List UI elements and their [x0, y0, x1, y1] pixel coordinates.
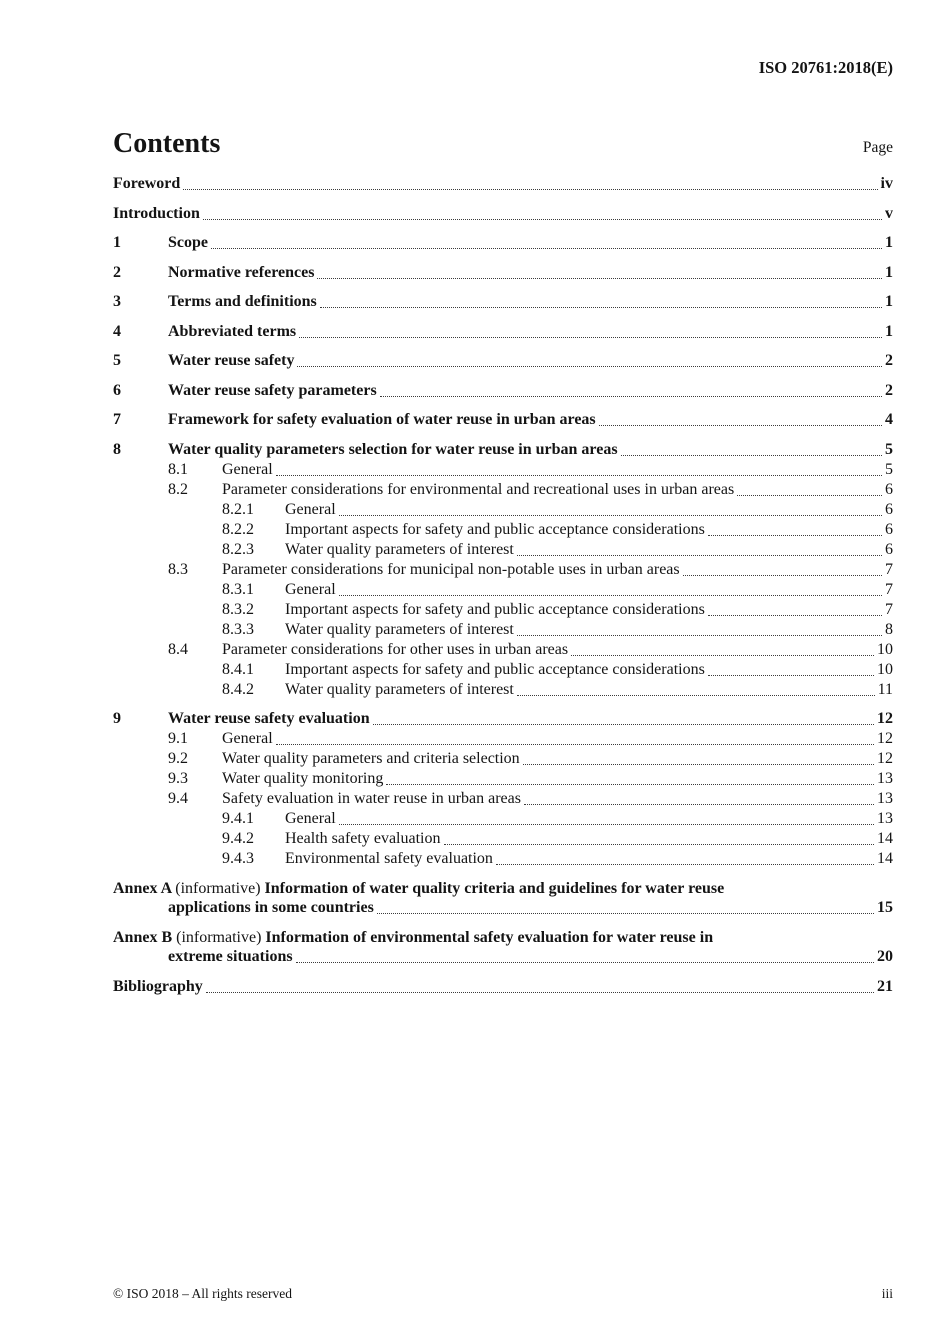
- toc-entry: [113, 233, 893, 253]
- toc-entry-number: 5: [113, 352, 121, 369]
- copyright-notice: © ISO 2018 – All rights reserved: [113, 1286, 292, 1301]
- toc-leader-dots: [296, 962, 874, 963]
- toc-entry-number: 8.3.2: [222, 600, 254, 618]
- toc-entry-label: Scope: [168, 234, 208, 251]
- toc-entry: [113, 849, 893, 869]
- toc-leader-dots: [517, 635, 882, 636]
- toc-entry-number: 2: [113, 263, 121, 281]
- toc-page-number: 7: [885, 580, 893, 598]
- toc-entry-label: Water quality parameters and criteria selection: [222, 750, 520, 767]
- toc-entry-label: General: [285, 810, 336, 827]
- toc-page-number: 8: [885, 620, 893, 638]
- toc-page-number: 12: [877, 710, 893, 727]
- toc-entry-label: Normative references: [168, 263, 315, 281]
- toc-entry: [113, 292, 893, 312]
- toc-leader-dots: [708, 615, 882, 616]
- toc-annex-line2: [113, 947, 893, 967]
- toc-entry-label: Terms and definitions: [168, 293, 317, 310]
- toc-entry: [113, 263, 893, 283]
- toc-entry-number: 7: [113, 411, 121, 428]
- toc-entry-number: 9.3: [168, 770, 188, 787]
- toc-entry: [113, 660, 893, 680]
- toc-page-number: 11: [877, 680, 893, 698]
- toc-entry-label: Water quality parameters selection for water reuse in urban areas: [168, 440, 618, 458]
- toc-leader-dots: [444, 844, 875, 845]
- toc-entry: [113, 520, 893, 540]
- toc-entry-number: 8.3.1: [222, 580, 254, 598]
- toc-leader-dots: [496, 864, 874, 865]
- toc-entry-number: 8.2: [168, 480, 188, 498]
- toc-entry-label: Water quality parameters of interest: [285, 540, 514, 558]
- toc-entry-label: Foreword: [113, 175, 181, 192]
- toc-page-number: 6: [885, 540, 893, 558]
- toc-entry-number: 9.1: [168, 730, 188, 747]
- toc-annex-kind: (informative): [175, 879, 261, 897]
- toc-entry-number: 8.3.3: [222, 620, 254, 638]
- toc-page-number: 6: [885, 500, 893, 518]
- toc-leader-dots: [183, 189, 877, 190]
- toc-page-number: 4: [885, 411, 893, 428]
- toc-entry: [113, 460, 893, 480]
- toc-annex-name: Annex B: [113, 928, 173, 946]
- toc-annex-title: Information of environmental safety evaluation for water reuse in: [265, 928, 714, 946]
- toc-entry-label: Framework for safety evaluation of water reuse in urban areas: [168, 411, 596, 428]
- toc-entry: [113, 640, 893, 660]
- toc-page-number: 13: [877, 810, 893, 827]
- toc-entry-number: 9: [113, 710, 121, 727]
- toc-entry-label: Safety evaluation in water reuse in urban areas: [222, 790, 521, 807]
- toc-entry-number: 8.4.1: [222, 660, 254, 678]
- toc-entry: [113, 789, 893, 809]
- toc-leader-dots: [621, 455, 882, 456]
- toc-entry-label: Important aspects for safety and public acceptance considerations: [285, 660, 705, 678]
- toc-leader-dots: [297, 366, 882, 367]
- toc-leader-dots: [211, 248, 882, 249]
- toc-entry: [113, 381, 893, 401]
- toc-page-number: 7: [885, 600, 893, 618]
- toc-entry-label: Important aspects for safety and public acceptance considerations: [285, 520, 705, 538]
- toc-entry-label: Parameter considerations for other uses in urban areas: [222, 640, 569, 658]
- page-footer: [113, 1286, 893, 1302]
- toc-entry-number: 4: [113, 322, 121, 340]
- toc-entry: [113, 580, 893, 600]
- folio-page-number: iii: [881, 1286, 893, 1301]
- toc-entry-number: 8.2.1: [222, 500, 254, 518]
- toc-leader-dots: [276, 475, 882, 476]
- toc-page-number: 13: [877, 790, 893, 807]
- toc-entry-label: Water quality parameters of interest: [285, 680, 514, 698]
- toc-entry-label: Environmental safety evaluation: [285, 850, 493, 867]
- toc-entry: [113, 620, 893, 640]
- toc-entry-label: Parameter considerations for municipal non-potable uses in urban areas: [222, 560, 680, 578]
- toc-entry: [113, 749, 893, 769]
- toc-entry-label: Introduction: [113, 204, 200, 222]
- toc-annex-line1: [113, 928, 893, 948]
- toc-entry-number: 9.4.1: [222, 810, 254, 827]
- toc-entry-label: Important aspects for safety and public acceptance considerations: [285, 600, 705, 618]
- toc-entry-label: Water quality parameters of interest: [285, 620, 514, 638]
- toc-entry: [113, 322, 893, 342]
- toc-annex-entry: [113, 928, 893, 967]
- toc-entry: [113, 351, 893, 371]
- toc-leader-dots: [517, 555, 882, 556]
- table-of-contents: [113, 174, 893, 996]
- toc-leader-dots: [373, 724, 874, 725]
- toc-entry-label: General: [285, 500, 336, 518]
- document-reference: ISO 20761:2018(E): [758, 58, 893, 77]
- toc-entry-number: 3: [113, 293, 121, 310]
- toc-leader-dots: [599, 425, 882, 426]
- toc-page-number: 12: [877, 730, 893, 747]
- toc-leader-dots: [523, 764, 874, 765]
- toc-leader-dots: [380, 396, 882, 397]
- toc-page-number: 1: [885, 293, 893, 310]
- toc-title-row: [113, 128, 893, 160]
- toc-annex-title: Information of water quality criteria and guidelines for water reuse: [264, 879, 725, 897]
- toc-entry: [113, 540, 893, 560]
- toc-leader-dots: [203, 219, 882, 220]
- toc-annex-line2: [113, 898, 893, 918]
- toc-entry-label: General: [222, 460, 273, 478]
- toc-page-number: 2: [885, 381, 893, 399]
- toc-page-number: 14: [877, 850, 893, 867]
- toc-annex-name: Annex A: [113, 879, 172, 897]
- toc-entry-label: Water reuse safety: [168, 352, 295, 369]
- toc-entry: [113, 600, 893, 620]
- toc-entry-label: Bibliography: [113, 977, 203, 995]
- toc-entry-number: 8.1: [168, 460, 188, 478]
- toc-page-number: 6: [885, 520, 893, 538]
- toc-annex-line1: [113, 879, 893, 899]
- toc-entry-number: 8.4.2: [222, 680, 254, 698]
- toc-leader-dots: [737, 495, 882, 496]
- toc-page-number: 20: [877, 948, 893, 965]
- toc-page-number: v: [885, 204, 893, 222]
- page-title: Contents: [113, 128, 221, 159]
- toc-page-number: 13: [877, 770, 893, 787]
- toc-entry-number: 8.2.3: [222, 540, 254, 558]
- toc-entry-number: 1: [113, 234, 121, 251]
- toc-entry: [113, 560, 893, 580]
- toc-page-number: 15: [877, 899, 893, 916]
- toc-leader-dots: [339, 515, 882, 516]
- toc-page-number: 12: [877, 750, 893, 767]
- toc-page-number: 1: [885, 234, 893, 251]
- toc-leader-dots: [571, 655, 874, 656]
- toc-entry-number: 8.4: [168, 640, 188, 658]
- toc-entry: [113, 769, 893, 789]
- toc-leader-dots: [517, 695, 875, 696]
- toc-entry: [113, 174, 893, 194]
- toc-entry-number: 9.4.2: [222, 830, 254, 847]
- toc-leader-dots: [524, 804, 874, 805]
- toc-entry: [113, 680, 893, 700]
- toc-page-number: 6: [885, 480, 893, 498]
- toc-entry: [113, 709, 893, 729]
- toc-entry-number: 8.2.2: [222, 520, 254, 538]
- toc-leader-dots: [276, 744, 874, 745]
- toc-entry-label: Health safety evaluation: [285, 830, 441, 847]
- toc-entry: [113, 440, 893, 460]
- toc-entry: [113, 809, 893, 829]
- toc-leader-dots: [339, 595, 882, 596]
- toc-entry-number: 9.2: [168, 750, 188, 767]
- toc-entry-number: 8.3: [168, 560, 188, 578]
- toc-page: [113, 128, 893, 996]
- toc-entry-number: 9.4: [168, 790, 188, 807]
- toc-entry: [113, 480, 893, 500]
- toc-page-number: 5: [885, 460, 893, 478]
- toc-entry-label: General: [222, 730, 273, 747]
- toc-page-number: 1: [885, 263, 893, 281]
- toc-entry: [113, 500, 893, 520]
- toc-annex-title-continued: extreme situations: [168, 948, 293, 965]
- toc-leader-dots: [377, 913, 874, 914]
- toc-leader-dots: [320, 307, 882, 308]
- toc-leader-dots: [206, 992, 874, 993]
- toc-leader-dots: [339, 824, 874, 825]
- toc-entry-number: 9.4.3: [222, 850, 254, 867]
- toc-entry: [113, 204, 893, 224]
- toc-leader-dots: [317, 278, 882, 279]
- toc-entry: [113, 410, 893, 430]
- toc-entry-label: Abbreviated terms: [168, 322, 297, 340]
- toc-leader-dots: [386, 784, 874, 785]
- toc-page-number: 5: [885, 440, 893, 458]
- toc-leader-dots: [708, 675, 874, 676]
- toc-leader-dots: [683, 575, 882, 576]
- toc-page-number: 14: [877, 830, 893, 847]
- toc-page-number: 1: [885, 322, 893, 340]
- toc-annex-entry: [113, 879, 893, 918]
- toc-entry: [113, 729, 893, 749]
- toc-entry: [113, 829, 893, 849]
- toc-page-number: 10: [877, 660, 893, 678]
- toc-annex-kind: (informative): [176, 928, 262, 946]
- page-column-label: Page: [862, 139, 893, 156]
- toc-leader-dots: [708, 535, 882, 536]
- toc-entry-label: Parameter considerations for environmental and recreational uses in urban areas: [222, 480, 735, 498]
- toc-page-number: 10: [877, 640, 893, 658]
- toc-entry-label: Water reuse safety evaluation: [168, 710, 370, 727]
- toc-entry-label: General: [285, 580, 336, 598]
- toc-entry-number: 6: [113, 381, 121, 399]
- toc-entry-label: Water reuse safety parameters: [168, 381, 377, 399]
- toc-page-number: 21: [877, 977, 893, 995]
- toc-leader-dots: [299, 337, 882, 338]
- toc-page-number: 7: [885, 560, 893, 578]
- toc-annex-title-continued: applications in some countries: [168, 899, 374, 916]
- toc-entry: [113, 977, 893, 997]
- toc-page-number: 2: [885, 352, 893, 369]
- toc-entry-number: 8: [113, 440, 121, 458]
- toc-page-number: iv: [880, 175, 893, 192]
- toc-entry-label: Water quality monitoring: [222, 770, 384, 787]
